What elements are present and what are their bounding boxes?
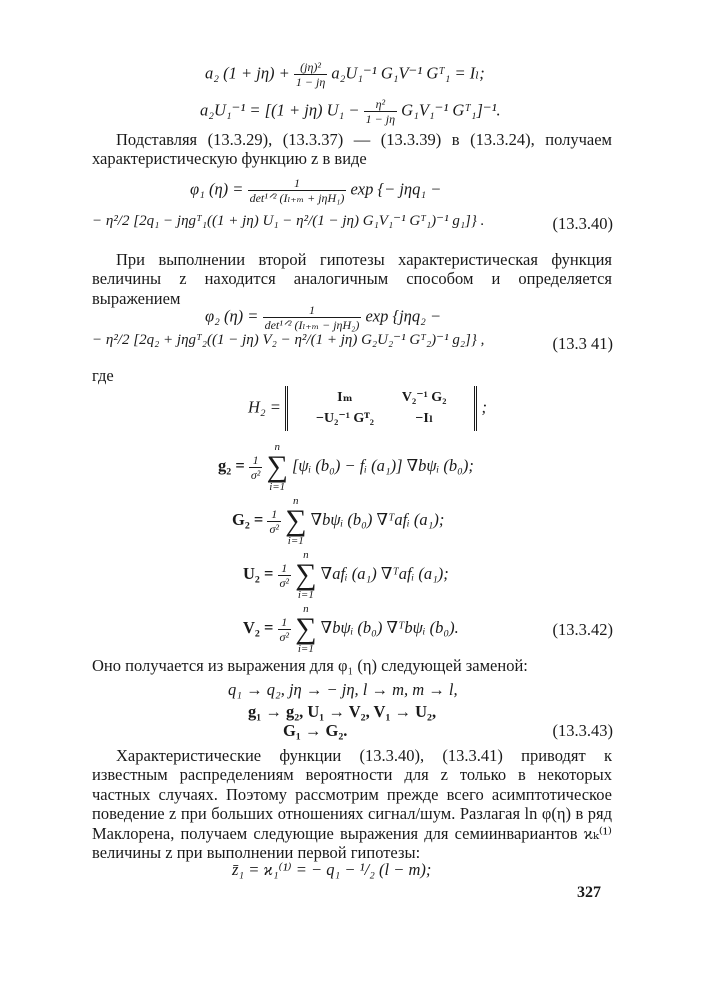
V2-coef — [278, 615, 292, 644]
U2-coef-num: 1 — [278, 561, 292, 576]
h2-equation — [248, 386, 487, 431]
G2-sum-top: n — [293, 495, 299, 507]
eq-a2-line2-frac-num: η² — [364, 97, 397, 112]
h2-cell-r2c2: −Iₗ — [415, 410, 433, 426]
V2-sum-bottom: i=1 — [297, 642, 314, 655]
G2-coef-num: 1 — [267, 507, 281, 522]
sigma-symbol: ∑ — [266, 450, 288, 483]
subst-line1: q₁ → q₂, jη → − jη, l → m, m → l, — [228, 680, 458, 699]
phi2-frac-num: 1 — [263, 303, 362, 318]
g2-sum — [267, 442, 288, 493]
U2-sum — [295, 550, 316, 601]
G2-coef — [267, 507, 281, 536]
h2-cell-r1c1: Iₘ — [337, 390, 353, 405]
phi2-line2: − η²/2 [2q₂ + jηgᵀ₂((1 − jη) V₂ − η²/(1 + jη) G₂U₂⁻¹ Gᵀ₂)⁻¹ g₂]} , — [92, 332, 485, 348]
phi2-lhs: φ₂ (η) = — [205, 306, 263, 326]
eqnum-13-3-42: (13.3.42) — [552, 620, 613, 639]
eq-a2-line2-fraction — [364, 97, 397, 126]
V2-coef-num: 1 — [278, 615, 292, 630]
U2-equation — [243, 550, 449, 601]
phi1-rest: exp {− jηq₁ − — [350, 179, 442, 199]
eq-a2-line1 — [205, 60, 485, 89]
z-mean-equation: z̄₁ = ϰ₁⁽¹⁾ = − q₁ − ¹/₂ (l − m); — [232, 860, 432, 879]
eq-a2-line2-part2: G₁V₁⁻¹ Gᵀ₁]⁻¹. — [401, 100, 501, 120]
eq-a2-part1: a₂ (1 + jη) + — [205, 63, 294, 83]
g2-lhs: g₂ = — [218, 456, 249, 476]
sigma-symbol: ∑ — [285, 504, 307, 537]
subst-line2: g₁ → g₂, U₁ → V₂, V₁ → U₂, — [248, 702, 437, 721]
V2-equation — [243, 604, 459, 655]
sigma-symbol: ∑ — [295, 612, 317, 645]
page-number: 327 — [577, 884, 601, 901]
phi1-frac-den: det¹ᐟ² (Iₗ₊ₘ + jηH₁) — [249, 191, 345, 206]
phi1-line1 — [190, 176, 441, 205]
eqnum-13-3-41: (13.3 41) — [552, 334, 613, 353]
paragraph-1: Подставляя (13.3.29), (13.3.37) — (13.3.39) в (13.3.24), получаем характеристическую функцию z в виде — [92, 130, 612, 169]
g2-equation — [218, 442, 474, 493]
sigma-symbol: ∑ — [295, 558, 317, 591]
eqnum-13-3-40: (13.3.40) — [552, 214, 613, 233]
V2-sum-top: n — [303, 603, 309, 615]
g2-coef — [249, 453, 263, 482]
phi1-lhs: φ₁ (η) = — [190, 179, 248, 199]
eq-a2-part2: a₂U₁⁻¹ G₁V⁻¹ Gᵀ₁ = Iₗ; — [331, 63, 485, 83]
h2-end: ; — [481, 397, 488, 417]
U2-coef-den: σ² — [279, 575, 290, 590]
phi2-line1 — [205, 303, 441, 332]
V2-lhs: V₂ = — [243, 618, 278, 638]
paragraph-4: Характеристические функции (13.3.40), (13.3.41) приводят к известным распределениям вероятности для z только в некоторых частных случаях. Поэтому рассмотрим прежде всего асимптотическое поведение z при больших отношениях сигнал/шум. Разлагая ln φ(η) в ряд Маклорена, получаем следующие выражения для семиинвариантов ϰₖ⁽¹⁾ величины z при выполнении первой гипотезы: — [92, 746, 612, 863]
eq-a2-fraction — [294, 60, 327, 89]
eqnum-13-3-43: (13.3.43) — [552, 721, 613, 740]
subst-line3: G₁ → G₂. — [283, 721, 348, 740]
phi1-line2: − η²/2 [2q₁ − jηgᵀ₁((1 + jη) U₁ − η²/(1 − jη) G₁V₁⁻¹ Gᵀ₁)⁻¹ g₁]} . — [92, 213, 485, 229]
g2-coef-den: σ² — [250, 467, 261, 482]
paragraph-2: При выполнении второй гипотезы характеристическая функция величины z находится аналогичным способом и определяется выражением — [92, 250, 612, 308]
U2-coef — [278, 561, 292, 590]
U2-lhs: U₂ = — [243, 564, 278, 584]
phi2-rest: exp {jηq₂ − — [365, 306, 442, 326]
g2-body: [ψᵢ (b₀) − fᵢ (a₁)] ∇bψᵢ (b₀); — [292, 456, 474, 476]
paragraph-3: Оно получается из выражения для φ₁ (η) следующей заменой: — [92, 656, 528, 675]
h2-cell-r2c1: −U₂⁻¹ Gᵀ₂ — [316, 410, 374, 426]
h2-lhs: H₂ = — [248, 397, 286, 417]
eq-a2-frac-den: 1 − jη — [295, 75, 326, 90]
phi2-fraction — [263, 303, 362, 332]
U2-body: ∇afᵢ (a₁) ∇ᵀafᵢ (a₁); — [320, 564, 449, 584]
g2-sum-bottom: i=1 — [269, 480, 286, 493]
G2-sum-bottom: i=1 — [287, 534, 304, 547]
eq-a2-line2-part1: a₂U₁⁻¹ = [(1 + jη) U₁ − — [200, 100, 364, 120]
U2-sum-bottom: i=1 — [297, 588, 314, 601]
phi1-frac-num: 1 — [248, 176, 347, 191]
h2-matrix — [285, 386, 477, 431]
eq-a2-line2-frac-den: 1 − jη — [365, 112, 396, 127]
phi2-frac-den: det¹ᐟ² (Iₗ₊ₘ − jηH₂) — [264, 318, 360, 333]
V2-coef-den: σ² — [279, 629, 290, 644]
G2-lhs: G₂ = — [232, 510, 268, 530]
G2-equation — [232, 496, 444, 547]
eq-a2-frac-num: (jη)² — [294, 60, 327, 75]
G2-sum — [285, 496, 306, 547]
V2-sum — [295, 604, 316, 655]
U2-sum-top: n — [303, 549, 309, 561]
V2-body: ∇bψᵢ (b₀) ∇ᵀbψᵢ (b₀). — [320, 618, 459, 638]
eq-a2-line2 — [200, 97, 501, 126]
g2-coef-num: 1 — [249, 453, 263, 468]
where-label: где — [92, 366, 114, 385]
g2-sum-top: n — [274, 441, 280, 453]
h2-cell-r1c2: V₂⁻¹ G₂ — [401, 390, 447, 405]
G2-coef-den: σ² — [269, 521, 279, 536]
G2-body: ∇bψᵢ (b₀) ∇ᵀafᵢ (a₁); — [310, 510, 445, 530]
phi1-fraction — [248, 176, 347, 205]
